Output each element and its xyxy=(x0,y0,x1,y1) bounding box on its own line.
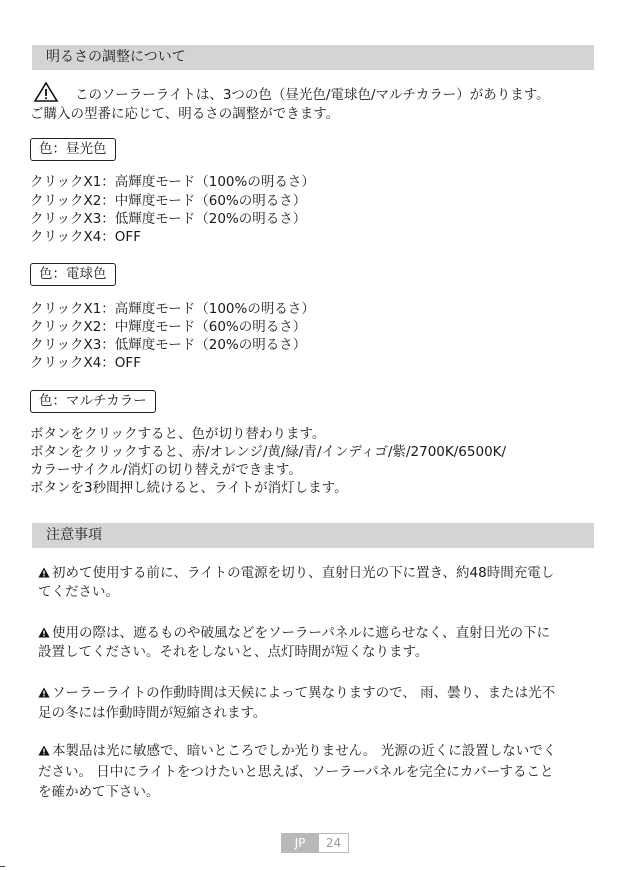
caution-section-header xyxy=(32,523,594,548)
mode-daylight-line: クリックX2：中輝度モード（60%の明るさ） xyxy=(30,193,307,209)
warning-outline-icon xyxy=(33,81,59,103)
mode-warm-line: クリックX4：OFF xyxy=(30,355,141,371)
caution-item-4-line-2: ださい。 日中にライトをつけたいと思えば、ソーラーパネルを完全にカバーすること xyxy=(38,764,554,780)
brightness-section-header xyxy=(32,45,594,70)
warning-filled-icon xyxy=(38,745,50,756)
caution-item-3-line-1: ソーラーライトの作動時間は天候によって異なりますので、 雨、曇り、または光不 xyxy=(38,684,555,702)
mode-multicolor-line: ボタンをクリックすると、赤/オレンジ/黄/緑/青/インディゴ/紫/2700K/6500K/ xyxy=(30,444,507,460)
caution-item-1-line-1: 初めて使用する前に、ライトの電源を切り、直射日光の下に置き、約48時間充電し xyxy=(38,564,554,582)
mode-warm-line: クリックX1：高輝度モード（100%の明るさ） xyxy=(30,301,315,317)
mode-warm-line: クリックX2：中輝度モード（60%の明るさ） xyxy=(30,319,307,335)
mode-label-daylight: 色：昼光色 xyxy=(30,138,116,161)
caution-item-4-line-1: 本製品は光に敏感で、暗いところでしか光りません。 光源の近くに設置しないでく xyxy=(38,742,556,760)
caution-item-3-line-2: 足の冬には作動時間が短縮されます。 xyxy=(38,705,267,721)
mode-label-warm: 色：電球色 xyxy=(30,263,116,286)
caution-item-2-line-1: 使用の際は、遮るものや破風などをソーラーパネルに遮らせなく、直射日光の下に xyxy=(38,624,550,642)
brightness-section-title: 明るさの調整について xyxy=(46,49,186,65)
intro-line-1: このソーラーライトは、3つの色（昼光色/電球色/マルチカラー）があります。 xyxy=(75,87,550,103)
warning-filled-icon xyxy=(38,567,50,578)
mode-multicolor-line: カラーサイクル/消灯の切り替えができます。 xyxy=(30,462,302,478)
caution-section-title: 注意事項 xyxy=(46,527,102,543)
mode-daylight-line: クリックX3：低輝度モード（20%の明るさ） xyxy=(30,211,307,227)
mode-multicolor-line: ボタンを3秒間押し続けると、ライトが消灯します。 xyxy=(30,480,348,496)
warning-filled-icon xyxy=(38,627,50,638)
mode-warm-line: クリックX3：低輝度モード（20%の明るさ） xyxy=(30,337,307,353)
footer-language-badge: JP xyxy=(281,833,319,853)
mode-multicolor-line: ボタンをクリックすると、色が切り替わります。 xyxy=(30,426,326,442)
crop-mark xyxy=(0,866,5,867)
mode-label-multicolor: 色：マルチカラー xyxy=(30,390,156,413)
mode-daylight-line: クリックX4：OFF xyxy=(30,229,141,245)
footer-page-number: 24 xyxy=(319,833,349,853)
caution-item-1-line-2: てください。 xyxy=(38,584,119,600)
caution-item-4-line-3: を確かめて下さい。 xyxy=(38,784,160,800)
warning-filled-icon xyxy=(38,687,50,698)
intro-line-2: ご購入の型番に応じて、明るさの調整ができます。 xyxy=(30,106,340,122)
caution-item-2-line-2: 設置してください。それをしないと、点灯時間が短くなります。 xyxy=(38,644,429,660)
mode-daylight-line: クリックX1：高輝度モード（100%の明るさ） xyxy=(30,174,315,190)
